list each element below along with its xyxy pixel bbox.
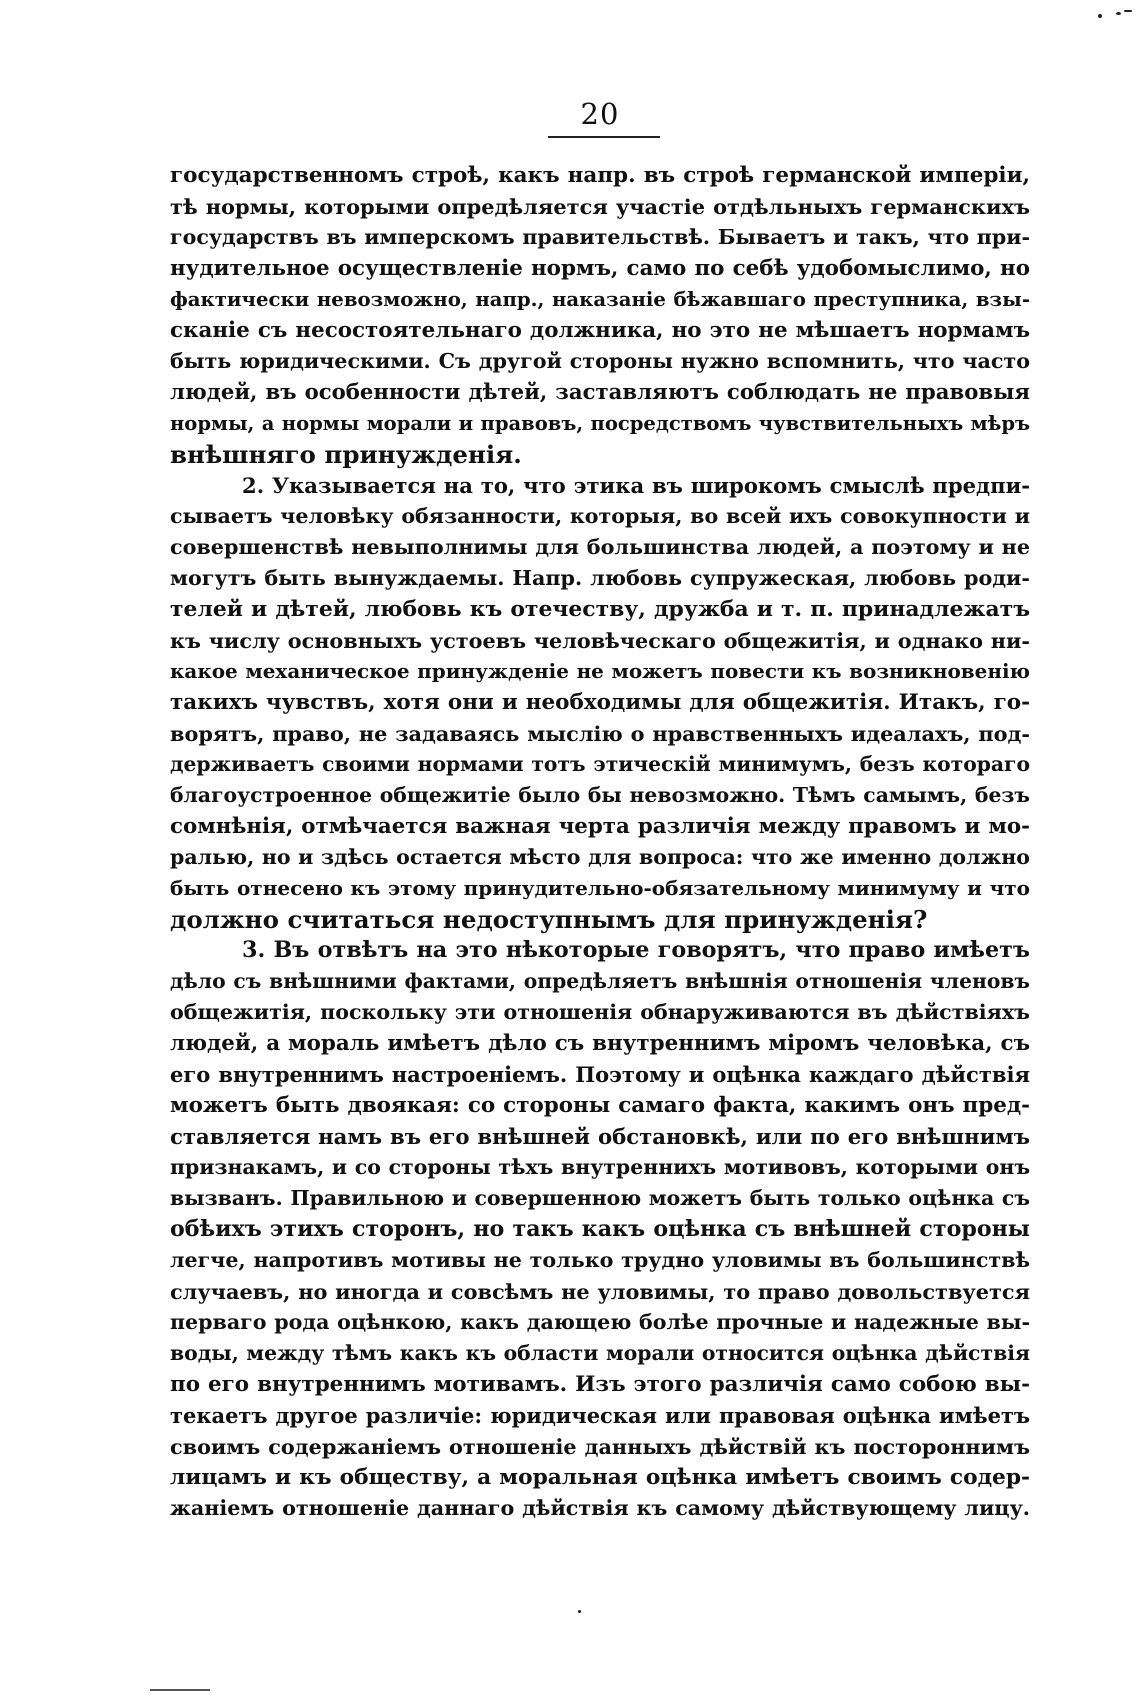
text-line: быть отнесено къ этому принудительно-обязательному минимуму и что (170, 876, 1030, 900)
text-line: 3. Въ отвѣтъ на это нѣкоторые говорятъ, что право имѣетъ (242, 937, 1030, 963)
text-line: людей, въ особенности дѣтей, заставляютъ соблюдать не правовыя (170, 380, 1030, 405)
text-line: сомнѣнія, отмѣчается важная черта различія между правомъ и мо- (170, 814, 1030, 839)
text-line: внѣшняго принужденія. (170, 440, 522, 469)
text-line: общежитія, поскольку эти отношенія обнаруживаются въ дѣйствіяхъ (170, 1000, 1030, 1024)
text-line: сканіе съ несостоятельнаго должника, но это не мѣшаетъ нормамъ (170, 318, 1030, 343)
scan-speck (1124, 10, 1132, 12)
scan-speck (1116, 12, 1121, 15)
text-line: признакамъ, и со стороны тѣхъ внутреннихъ мотивовъ, которыми онъ (170, 1155, 1030, 1179)
text-line: должно считаться недоступнымъ для принужденія? (170, 905, 928, 934)
text-line: можетъ быть двоякая: со стороны самаго факта, какимъ онъ пред- (170, 1093, 1030, 1118)
text-line: лицамъ и къ обществу, а моральная оцѣнка имѣетъ своимъ содер- (170, 1465, 1030, 1490)
text-line: ворятъ, право, не задаваясь мыслію о нравственныхъ идеалахъ, под- (170, 721, 1030, 746)
text-line: воды, между тѣмъ какъ къ области морали относится оцѣнка дѣйствія (170, 1341, 1030, 1365)
text-line: случаевъ, но иногда и совсѣмъ не уловимы, то право довольствуется (170, 1279, 1030, 1304)
text-line: могутъ быть вынуждаемы. Напр. любовь супружеская, любовь роди- (170, 566, 1030, 590)
text-line: благоустроенное общежитіе было бы невозможно. Тѣмъ самымъ, безъ (170, 783, 1030, 807)
text-line: держиваетъ своими нормами тотъ этическій минимумъ, безъ котораго (170, 752, 1030, 776)
text-line: людей, а мораль имѣетъ дѣло съ внутреннимъ міромъ человѣка, съ (170, 1031, 1030, 1056)
text-line: такихъ чувствъ, хотя они и необходимы для общежитія. Итакъ, го- (170, 690, 1030, 715)
text-line: быть юридическими. Съ другой стороны нужно вспомнить, что часто (170, 349, 1030, 373)
page-number: 20 (580, 97, 620, 131)
text-line: совершенствѣ невыполнимы для большинства людей, а поэтому и не (170, 535, 1030, 559)
text-line: нормы, а нормы морали и правовъ, посредствомъ чувствительныхъ мѣръ (170, 412, 1030, 435)
text-line: дѣло съ внѣшними фактами, опредѣляетъ внѣшнія отношенія членовъ (170, 969, 1030, 993)
page-number-underline (548, 136, 660, 138)
text-line: жаніемъ отношеніе даннаго дѣйствія къ самому дѣйствующему лицу. (170, 1496, 1030, 1520)
text-line: какое механическое принужденіе не можетъ повести къ возникновенію (170, 659, 1030, 683)
text-line: нудительное осуществленіе нормъ, само по себѣ удобомыслимо, но (170, 256, 1030, 281)
text-line: ралью, но и здѣсь остается мѣсто для вопроса: что же именно должно (170, 845, 1030, 869)
text-line: ставляется намъ въ его внѣшней обстановкѣ, или по его внѣшнимъ (170, 1124, 1030, 1149)
text-line: перваго рода оцѣнкою, какъ дающею болѣе прочные и надежные вы- (170, 1310, 1030, 1334)
text-line: фактически невозможно, напр., наказаніе бѣжавшаго преступника, взы- (170, 288, 1030, 311)
body-text (170, 160, 1030, 1524)
text-line: тѣ нормы, которыми опредѣляется участіе отдѣльныхъ германскихъ (170, 194, 1030, 219)
text-line: своимъ содержаніемъ отношеніе данныхъ дѣйствій къ постороннимъ (170, 1434, 1030, 1459)
text-line: его внутреннимъ настроеніемъ. Поэтому и оцѣнка каждаго дѣйствія (170, 1062, 1030, 1087)
text-line: государствъ въ имперскомъ правительствѣ. Бываетъ и такъ, что при- (170, 225, 1030, 249)
text-line: 2. Указывается на то, что этика въ широкомъ смыслѣ предпи- (242, 473, 1030, 498)
scan-speck (1098, 14, 1102, 18)
scan-speck (578, 1610, 581, 1613)
text-line: вызванъ. Правильною и совершенною можетъ быть только оцѣнка съ (170, 1186, 1030, 1210)
text-line: къ числу основныхъ устоевъ человѣческаго общежитія, и однако ни- (170, 628, 1030, 653)
text-line: государственномъ строѣ, какъ напр. въ строѣ германской имперіи, (170, 163, 1030, 188)
text-line: сываетъ человѣку обязанности, которыя, во всей ихъ совокупности и (170, 504, 1030, 528)
text-line: по его внутреннимъ мотивамъ. Изъ этого различія само собою вы- (170, 1372, 1030, 1397)
text-line: обѣихъ этихъ сторонъ, но такъ какъ оцѣнка съ внѣшней стороны (170, 1216, 1030, 1242)
text-line: текаетъ другое различіе: юридическая или правовая оцѣнка имѣетъ (170, 1403, 1030, 1428)
text-line: легче, напротивъ мотивы не только трудно уловимы въ большинствѣ (170, 1248, 1030, 1272)
margin-mark (150, 1689, 210, 1691)
text-line: телей и дѣтей, любовь къ отечеству, дружба и т. п. принадлежатъ (170, 596, 1030, 622)
